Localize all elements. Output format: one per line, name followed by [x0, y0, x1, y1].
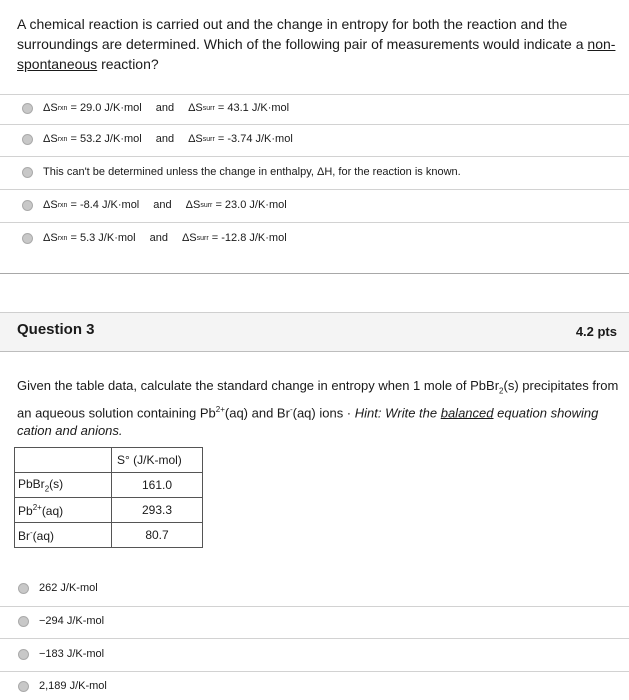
q1-option-4[interactable]: ΔS rxn = -8.4 J/K·mol and ΔS surr = 23.0 J/K·mol [22, 194, 287, 216]
divider [0, 638, 629, 639]
radio-button[interactable] [18, 616, 29, 627]
question3-header [0, 312, 629, 352]
q3-option-2[interactable]: −294 J/K-mol [18, 610, 104, 632]
radio-button[interactable] [18, 649, 29, 660]
value-cell: 293.3 [112, 498, 203, 523]
q1-option-3[interactable]: This can't be determined unless the change in enthalpy, ΔH, for the reaction is known. [22, 161, 461, 183]
divider [0, 606, 629, 607]
hint-text: Hint: Write the balanced equation showing cation and anions. [17, 404, 599, 438]
divider [0, 222, 629, 223]
divider [0, 189, 629, 190]
section-divider [0, 273, 629, 274]
value-cell: 161.0 [112, 473, 203, 498]
divider [0, 671, 629, 672]
radio-button[interactable] [22, 200, 33, 211]
divider [0, 156, 629, 157]
radio-button[interactable] [18, 583, 29, 594]
q1-option-1[interactable]: ΔS rxn = 29.0 J/K·mol and ΔS surr = 43.1 J/K·mol [22, 97, 289, 119]
radio-button[interactable] [22, 233, 33, 244]
species-cell: Br-(aq) [15, 523, 112, 548]
species-cell: $Pb^{2+}(aq)$ [15, 498, 112, 523]
table-row [15, 498, 203, 523]
question1-prompt: A chemical reaction is carried out and the change in entropy for both the reaction and the surroundings are determined. Which of the following pair of measurements would indicate a non-spontaneous reaction? [17, 16, 616, 72]
table-row [15, 473, 203, 498]
radio-button[interactable] [22, 167, 33, 178]
q3-option-1[interactable]: 262 J/K-mol [18, 577, 98, 599]
question3-points: 4.2 pts [575, 324, 617, 339]
radio-button[interactable] [18, 681, 29, 692]
q3-option-3[interactable]: −183 J/K-mol [18, 643, 104, 665]
table-header-row [15, 448, 203, 473]
q1-option-2[interactable]: ΔS rxn = 53.2 J/K·mol and ΔS surr = -3.74 J/K·mol [22, 128, 293, 150]
q1-option-5[interactable]: ΔS rxn = 5.3 J/K·mol and ΔS surr = -12.8 J/K·mol [22, 227, 287, 249]
non-spontaneous-term: non-spontaneous [17, 36, 616, 72]
radio-button[interactable] [22, 103, 33, 114]
radio-button[interactable] [22, 134, 33, 145]
value-cell: 80.7 [112, 523, 203, 548]
species-cell: PbBr$_2$(s) [15, 473, 112, 498]
q3-option-4[interactable]: 2,189 J/K-mol [18, 675, 107, 697]
table-header-cell: S° (J/K-mol) [112, 448, 203, 473]
entropy-table [14, 447, 203, 548]
question3-title: Question 3 [17, 321, 95, 338]
divider [0, 124, 629, 125]
table-row [15, 523, 203, 548]
question3-prompt: Given the table data, calculate the standard change in entropy when 1 mole of PbBr$_2$(s) precipitates from an aqueous solution containing $Pb^{2+}(aq)$ and Br-(aq) ions · Hint: Write the balanced equation showing cation and anions. [17, 378, 619, 438]
divider [0, 94, 629, 95]
